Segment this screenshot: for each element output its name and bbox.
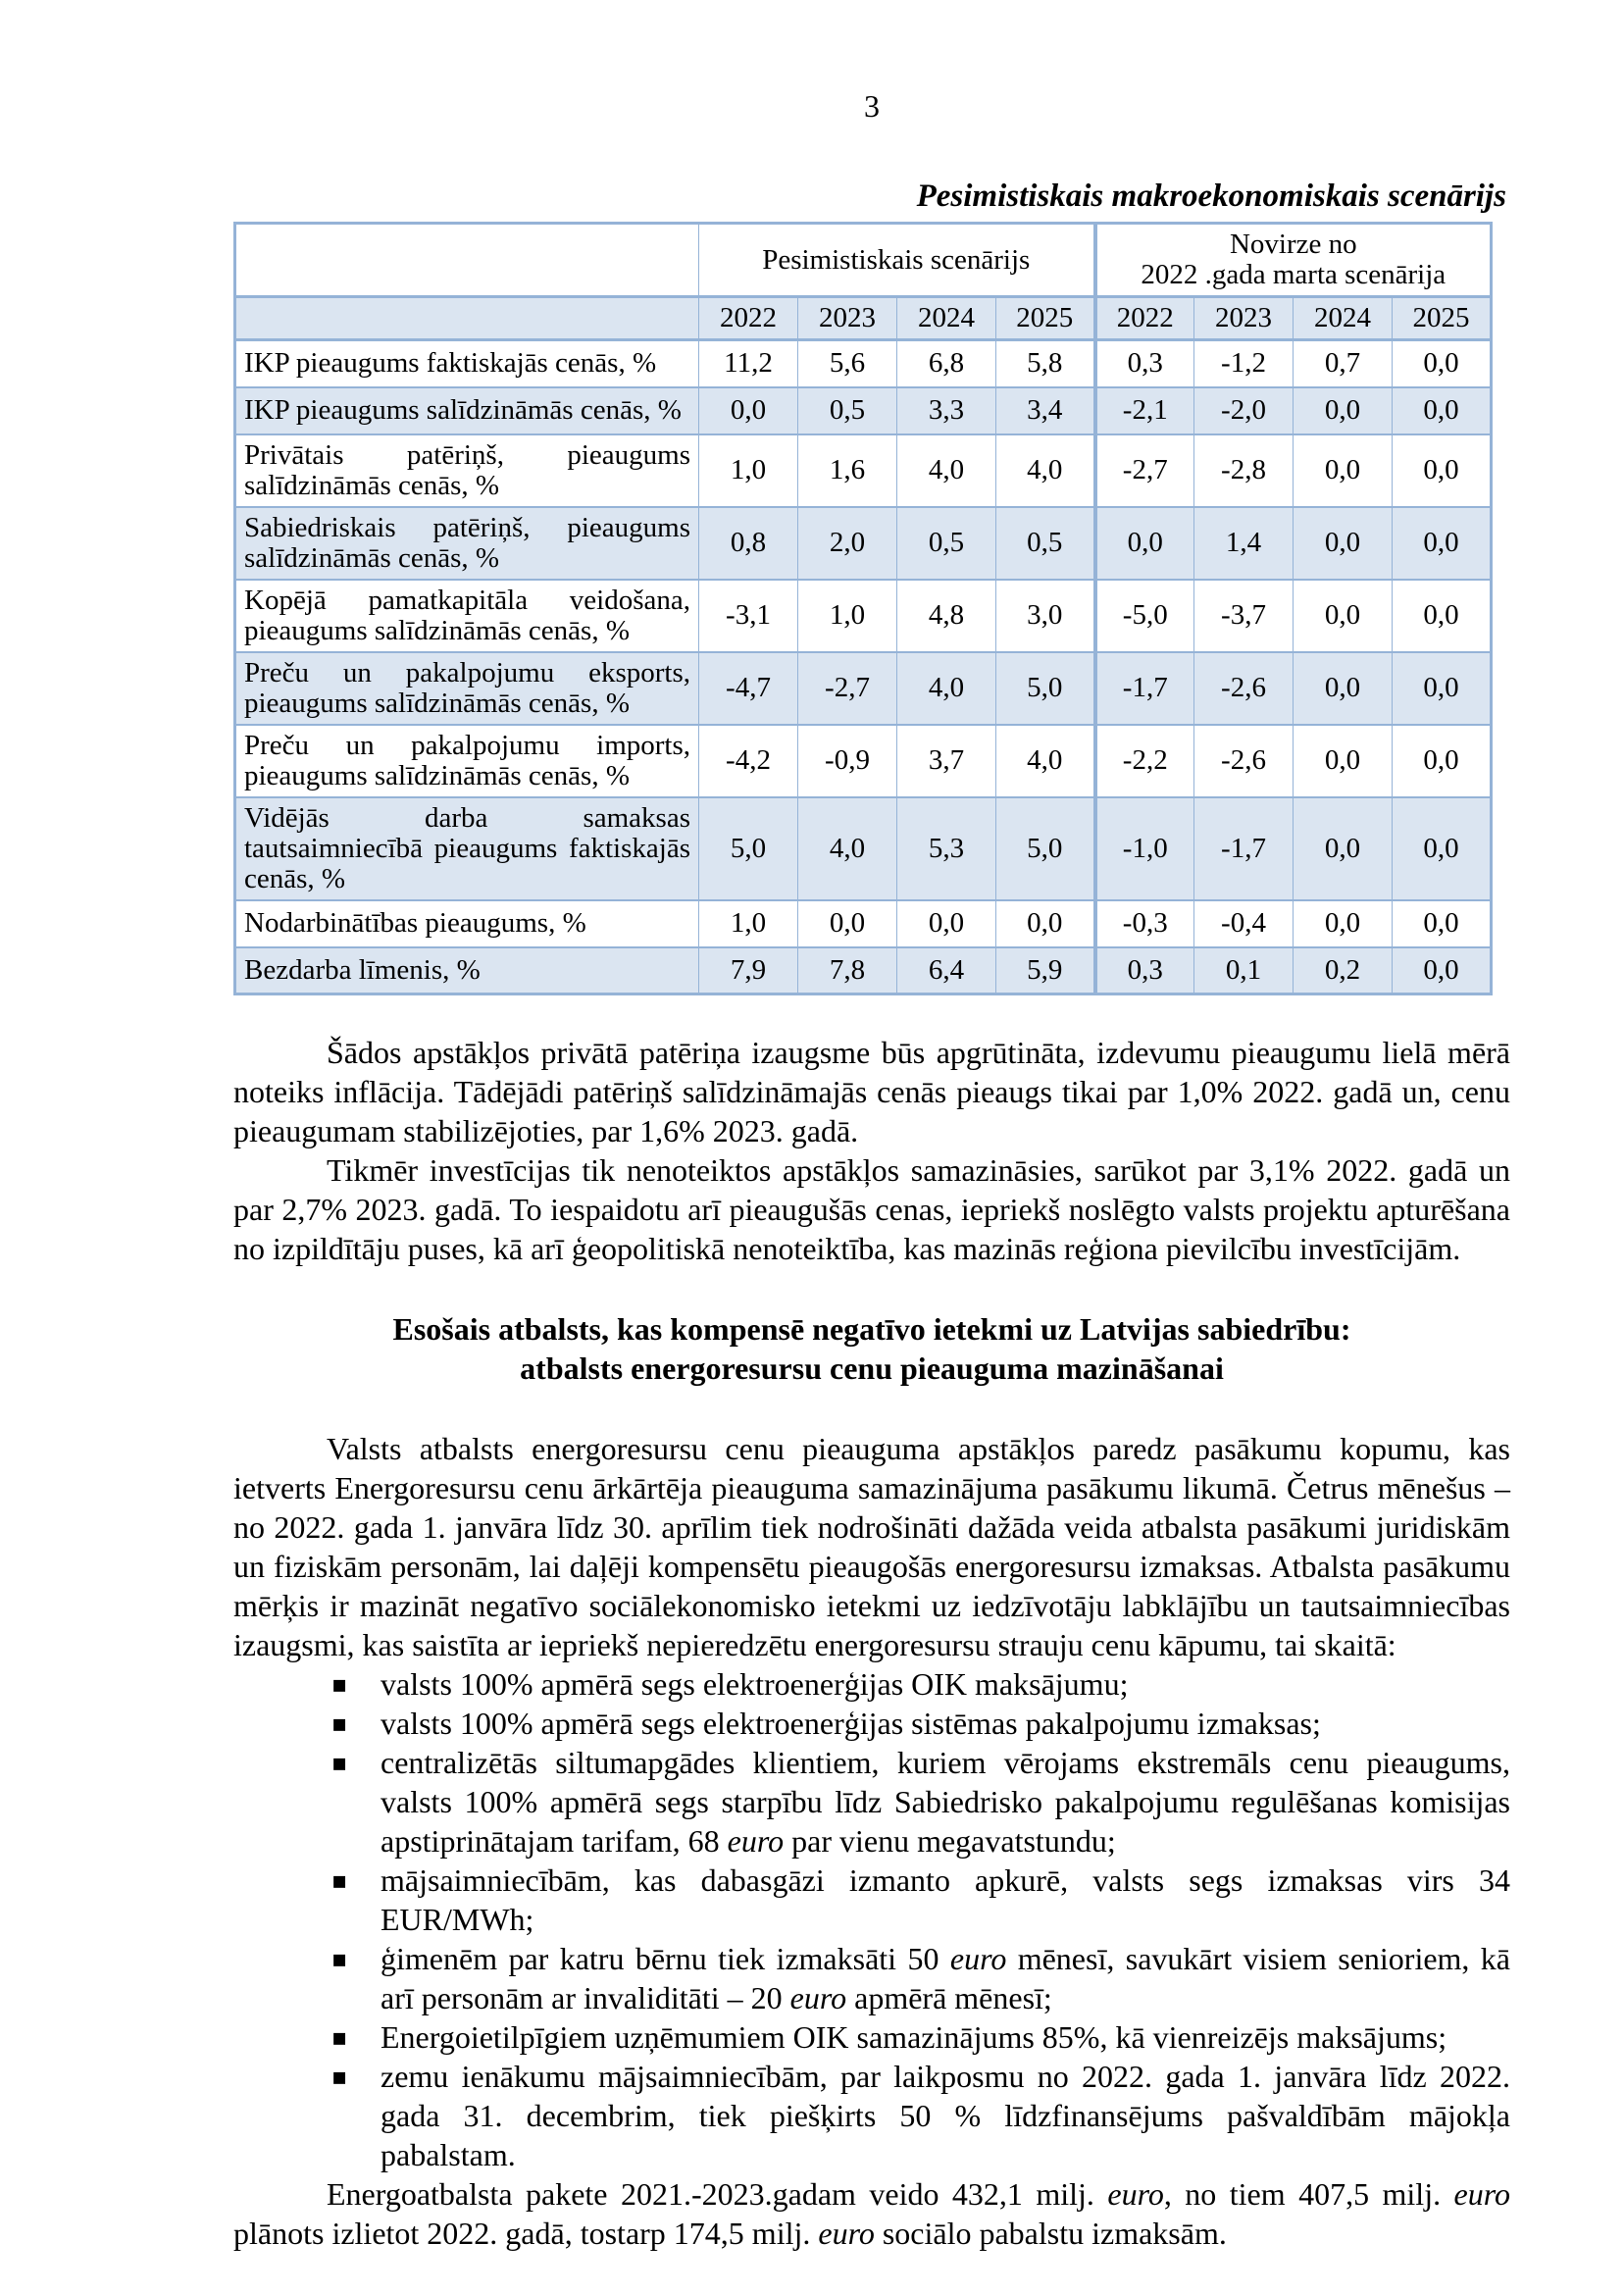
text-segment: zemu ienākumu mājsaimniecībām, par laikposmu no 2022. gada 1. janvāra līdz 2022. gada 31. decembrim, tiek piešķirts 50 % līdzfinansējums pašvaldībām mājokļa pabalstam.: [381, 2059, 1510, 2172]
value-cell: -2,1: [1095, 387, 1194, 434]
bullet-list: [233, 1664, 1510, 2174]
value-cell: -2,7: [1095, 434, 1194, 507]
value-cell: 5,0: [996, 797, 1095, 900]
table-row: [235, 434, 1492, 507]
value-cell: -3,7: [1194, 580, 1294, 652]
paragraph-support-measures: Valsts atbalsts energoresursu cenu pieauguma apstākļos paredz pasākumu kopumu, kas ietverts Energoresursu cenu ārkārtēja pieauguma samazinājuma pasākumu likumā. Četrus mēnešus – no 2022. gada 1. janvāra līdz 30. aprīlim tiek nodrošināti dažāda veida atbalsta pasākumi juridiskām un fiziskām personām, lai daļēji kompensētu pieaugošās energoresursu izmaksas. Atbalsta pasākumu mērķis ir mazināt negatīvo sociālekonomisko ietekmi uz iedzīvotāju labklājību un tautsaimniecības izaugsmi, kas saistīta ar iepriekš nepieredzētu energoresursu strauju cenu kāpumu, tai skaitā:: [233, 1431, 1510, 1662]
value-cell: 0,5: [996, 507, 1095, 580]
value-cell: -0,3: [1095, 900, 1194, 947]
value-cell: -2,6: [1194, 652, 1294, 725]
value-cell: 0,0: [1393, 507, 1492, 580]
bullet-item: [233, 1939, 1510, 2017]
closing-paragraph: [233, 2174, 1510, 2253]
value-cell: 0,0: [1393, 652, 1492, 725]
year-header-cell: 2023: [1194, 297, 1294, 340]
text-segment: Energoatbalsta pakete 2021.-2023.gadam veido 432,1 milj.: [327, 2176, 1108, 2212]
value-cell: 0,0: [996, 900, 1095, 947]
table-row: [235, 652, 1492, 725]
square-bullet-icon: ▪: [331, 1749, 348, 1776]
text-segment: par vienu megavatstundu;: [784, 1823, 1116, 1859]
value-cell: 3,7: [897, 725, 996, 797]
value-cell: 0,0: [1393, 434, 1492, 507]
value-cell: 0,0: [897, 900, 996, 947]
bullet-item: [233, 1743, 1510, 1861]
value-cell: 1,0: [699, 434, 798, 507]
text-segment: ģimenēm par katru bērnu tiek izmaksāti 50: [381, 1941, 950, 1976]
square-bullet-icon: ▪: [331, 1670, 348, 1698]
value-cell: 0,0: [1393, 387, 1492, 434]
value-cell: 4,0: [996, 434, 1095, 507]
value-cell: 1,0: [798, 580, 897, 652]
section-heading-line: atbalsts energoresursu cenu pieauguma mazināšanai: [520, 1351, 1224, 1386]
italic-text: euro: [949, 1941, 1007, 1976]
row-label: Preču un pakalpojumu imports, pieaugums salīdzināmās cenās, %: [235, 725, 699, 797]
group-header-novirze: [1095, 224, 1492, 297]
row-label: Kopējā pamatkapitāla veidošana, pieaugums salīdzināmās cenās, %: [235, 580, 699, 652]
value-cell: 0,5: [897, 507, 996, 580]
value-cell: 0,0: [798, 900, 897, 947]
text-segment: valsts 100% apmērā segs elektroenerģijas sistēmas pakalpojumu izmaksas;: [381, 1706, 1321, 1741]
value-cell: 0,0: [1294, 900, 1393, 947]
year-header-cell: 2022: [699, 297, 798, 340]
value-cell: 0,3: [1095, 947, 1194, 994]
value-cell: -2,6: [1194, 725, 1294, 797]
square-bullet-icon: ▪: [331, 2063, 348, 2090]
table-row: [235, 797, 1492, 900]
value-cell: 0,8: [699, 507, 798, 580]
year-header-cell: 2023: [798, 297, 897, 340]
value-cell: 0,2: [1294, 947, 1393, 994]
value-cell: 0,3: [1095, 340, 1194, 387]
value-cell: 5,6: [798, 340, 897, 387]
year-header-cell: 2024: [897, 297, 996, 340]
row-label: Nodarbinātības pieaugums, %: [235, 900, 699, 947]
italic-text: euro: [789, 1980, 847, 2015]
text-segment: plānots izlietot 2022. gadā, tostarp 174,5 milj.: [233, 2216, 819, 2251]
year-row-empty-cell: [235, 297, 699, 340]
value-cell: 0,0: [1393, 947, 1492, 994]
group-header-pesimistiskais: Pesimistiskais scenārijs: [699, 224, 1095, 297]
value-cell: 0,0: [1095, 507, 1194, 580]
value-cell: 0,0: [1393, 725, 1492, 797]
text-segment: centralizētās siltumapgādes klientiem, kuriem vērojams ekstremāls cenu pieaugums, valsts 100% apmērā segs starpību līdz Sabiedrisko pakalpojumu regulēšanas komisijas apstiprinātajam tarifam, 68: [381, 1745, 1510, 1859]
row-label: Vidējās darba samaksas tautsaimniecībā pieaugums faktiskajās cenās, %: [235, 797, 699, 900]
text-segment: sociālo pabalstu izmaksām.: [874, 2216, 1227, 2251]
square-bullet-icon: ▪: [331, 1866, 348, 1894]
value-cell: -5,0: [1095, 580, 1194, 652]
value-cell: 6,4: [897, 947, 996, 994]
group-header-line: 2022 .gada marta scenārija: [1141, 259, 1446, 290]
value-cell: 11,2: [699, 340, 798, 387]
bullet-item: [233, 2017, 1510, 2057]
text-segment: , no tiem 407,5 milj.: [1163, 2176, 1454, 2212]
value-cell: 1,6: [798, 434, 897, 507]
table-row: [235, 580, 1492, 652]
table-row: [235, 387, 1492, 434]
value-cell: -4,2: [699, 725, 798, 797]
bullet-item: [233, 1664, 1510, 1704]
year-header-cell: 2025: [1393, 297, 1492, 340]
italic-text: euro: [818, 2216, 875, 2251]
value-cell: -2,2: [1095, 725, 1194, 797]
value-cell: 0,7: [1294, 340, 1393, 387]
corner-empty-cell: [235, 224, 699, 297]
value-cell: 4,0: [798, 797, 897, 900]
value-cell: 0,0: [1294, 797, 1393, 900]
table-group-header-row: [235, 224, 1492, 297]
italic-text: euro: [1107, 2176, 1164, 2212]
value-cell: 1,0: [699, 900, 798, 947]
section-heading-line: Esošais atbalsts, kas kompensē negatīvo ietekmi uz Latvijas sabiedrību:: [392, 1311, 1351, 1347]
value-cell: 0,1: [1194, 947, 1294, 994]
value-cell: 7,8: [798, 947, 897, 994]
value-cell: 4,0: [996, 725, 1095, 797]
table-row: [235, 507, 1492, 580]
value-cell: 5,0: [996, 652, 1095, 725]
square-bullet-icon: ▪: [331, 1709, 348, 1737]
section-heading: [233, 1309, 1510, 1388]
table-row: [235, 947, 1492, 994]
value-cell: 4,0: [897, 434, 996, 507]
row-label: Sabiedriskais patēriņš, pieaugums salīdzināmās cenās, %: [235, 507, 699, 580]
text-segment: Energoietilpīgiem uzņēmumiem OIK samazinājums 85%, kā vienreizējs maksājums;: [381, 2019, 1447, 2055]
table-year-row: [235, 297, 1492, 340]
value-cell: -2,0: [1194, 387, 1294, 434]
bullet-item: [233, 1861, 1510, 1939]
row-label: Preču un pakalpojumu eksports, pieaugums salīdzināmās cenās, %: [235, 652, 699, 725]
table-row: [235, 900, 1492, 947]
page-number: 3: [864, 88, 880, 124]
value-cell: -1,7: [1095, 652, 1194, 725]
group-header-line: Novirze no: [1229, 229, 1357, 260]
text-segment: valsts 100% apmērā segs elektroenerģijas OIK maksājumu;: [381, 1666, 1129, 1702]
square-bullet-icon: ▪: [331, 1945, 348, 1972]
paragraph-consumption: Šādos apstākļos privātā patēriņa izaugsme būs apgrūtināta, izdevumu pieaugumu lielā mērā noteiks inflācija. Tādējādi patēriņš salīdzināmajās cenās pieaugs tikai par 1,0% 2022. gadā un, cenu pieaugumam stabilizējoties, par 1,6% 2023. gadā.: [233, 1035, 1510, 1148]
text-segment: mēnesī, savukārt visiem senioriem, kā arī personām ar invaliditāti – 20: [381, 1941, 1511, 2015]
value-cell: -1,2: [1194, 340, 1294, 387]
value-cell: -2,7: [798, 652, 897, 725]
year-header-cell: 2025: [996, 297, 1095, 340]
value-cell: 0,0: [1294, 387, 1393, 434]
value-cell: -4,7: [699, 652, 798, 725]
table-title: Pesimistiskais makroekonomiskais scenārijs: [916, 178, 1506, 214]
year-header-cell: 2022: [1095, 297, 1194, 340]
value-cell: 1,4: [1194, 507, 1294, 580]
value-cell: 5,8: [996, 340, 1095, 387]
scenario-table: [233, 222, 1493, 995]
value-cell: 7,9: [699, 947, 798, 994]
year-header-cell: 2024: [1294, 297, 1393, 340]
value-cell: 0,0: [1294, 580, 1393, 652]
value-cell: -1,7: [1194, 797, 1294, 900]
value-cell: 3,0: [996, 580, 1095, 652]
square-bullet-icon: ▪: [331, 2023, 348, 2051]
value-cell: -2,8: [1194, 434, 1294, 507]
text-segment: apmērā mēnesī;: [846, 1980, 1052, 2015]
value-cell: 3,4: [996, 387, 1095, 434]
value-cell: 2,0: [798, 507, 897, 580]
italic-text: euro: [727, 1823, 785, 1859]
value-cell: 0,0: [1393, 340, 1492, 387]
value-cell: 5,9: [996, 947, 1095, 994]
value-cell: 4,8: [897, 580, 996, 652]
bullet-item: [233, 1704, 1510, 1743]
italic-text: euro: [1453, 2176, 1511, 2212]
value-cell: 0,0: [1393, 797, 1492, 900]
value-cell: 5,3: [897, 797, 996, 900]
value-cell: 5,0: [699, 797, 798, 900]
row-label: IKP pieaugums faktiskajās cenās, %: [235, 340, 699, 387]
value-cell: 6,8: [897, 340, 996, 387]
value-cell: 0,0: [1294, 434, 1393, 507]
value-cell: 4,0: [897, 652, 996, 725]
value-cell: -0,9: [798, 725, 897, 797]
value-cell: -3,1: [699, 580, 798, 652]
value-cell: 0,0: [1294, 507, 1393, 580]
value-cell: 0,0: [1294, 725, 1393, 797]
value-cell: -0,4: [1194, 900, 1294, 947]
paragraph-investments: Tikmēr investīcijas tik nenoteiktos apstākļos samazināsies, sarūkot par 3,1% 2022. gadā un par 2,7% 2023. gadā. To iespaidotu arī pieaugušās cenas, iepriekš noslēgto valsts projektu apturēšana no izpildītāju puses, kā arī ģeopolitiskā nenoteiktība, kas mazinās reģiona pievilcību investīcijām.: [233, 1152, 1510, 1266]
table-row: [235, 340, 1492, 387]
text-segment: mājsaimniecībām, kas dabasgāzi izmanto apkurē, valsts segs izmaksas virs 34 EUR/MWh;: [381, 1862, 1510, 1937]
value-cell: 0,0: [1393, 900, 1492, 947]
value-cell: 0,5: [798, 387, 897, 434]
row-label: Bezdarba līmenis, %: [235, 947, 699, 994]
value-cell: 0,0: [1294, 652, 1393, 725]
value-cell: -1,0: [1095, 797, 1194, 900]
value-cell: 0,0: [699, 387, 798, 434]
value-cell: 3,3: [897, 387, 996, 434]
value-cell: 0,0: [1393, 580, 1492, 652]
table-row: [235, 725, 1492, 797]
row-label: Privātais patēriņš, pieaugums salīdzināmās cenās, %: [235, 434, 699, 507]
bullet-item: [233, 2057, 1510, 2174]
row-label: IKP pieaugums salīdzināmās cenās, %: [235, 387, 699, 434]
